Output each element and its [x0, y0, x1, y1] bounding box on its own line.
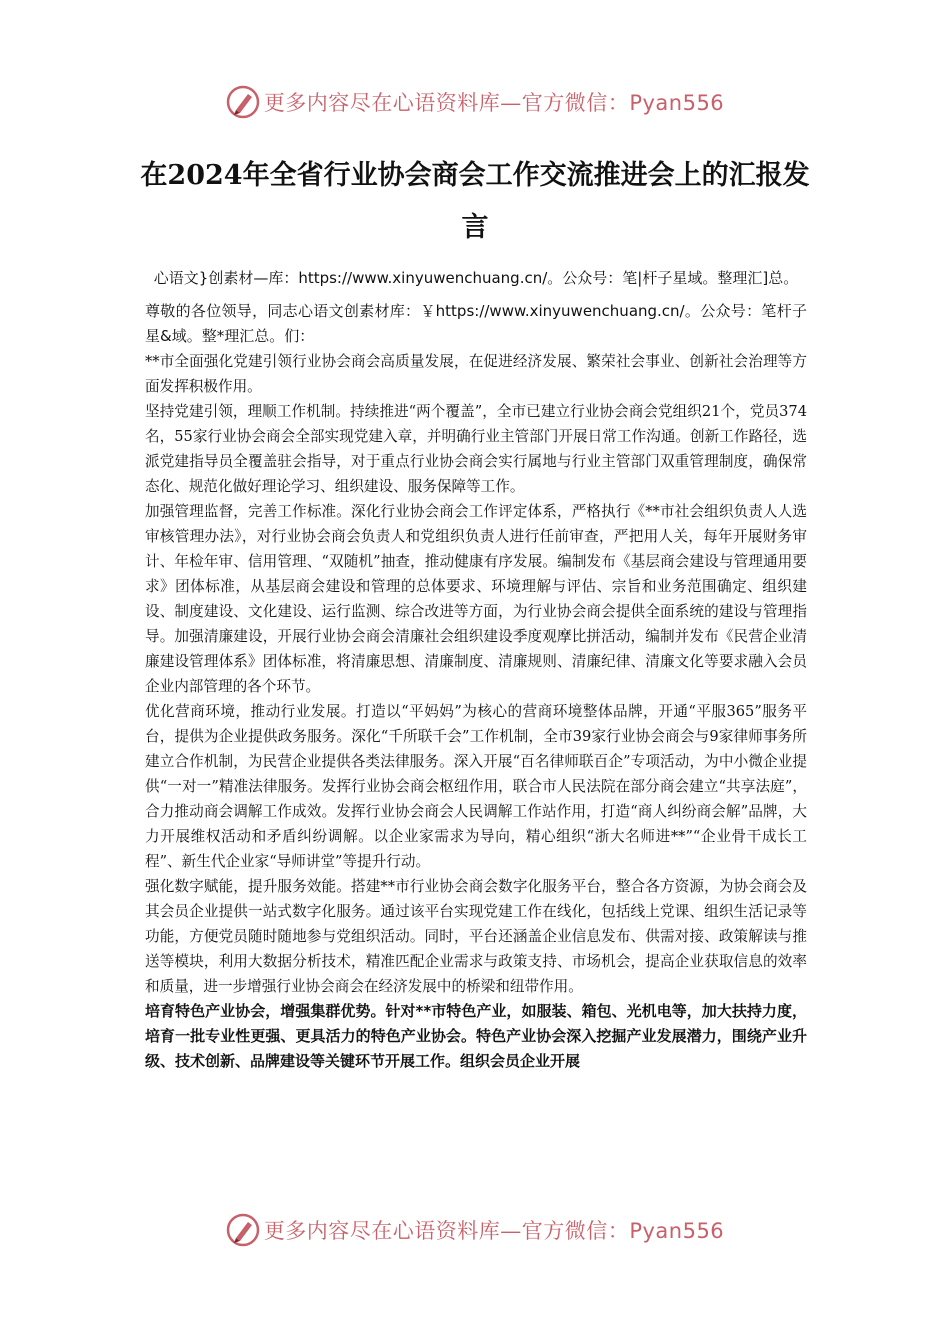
header-banner	[0, 82, 950, 122]
document-body	[145, 266, 807, 1074]
banner-text: 更多内容尽在心语资料库—官方微信：Pyan556	[263, 1219, 725, 1243]
source-note: 心语文}创素材—库：https://www.xinyuwenchuang.cn/。公众号：笔|杆子星域。整理汇]总。	[153, 269, 799, 287]
banner-account: Pyan556	[629, 1219, 725, 1243]
pen-logo-icon	[226, 85, 260, 119]
page-title: 在2024年全省行业协会商会工作交流推进会上的汇报发言	[140, 160, 810, 243]
salutation: 尊敬的各位领导，同志心语文创素材库：￥https://www.xinyuwenchuang.cn/。公众号：笔杆子星&域。整*理汇总。们：	[145, 302, 807, 345]
banner-account: Pyan556	[629, 91, 725, 115]
banner-text: 更多内容尽在心语资料库—官方微信：Pyan556	[263, 91, 725, 115]
paragraph-management: 加强管理监督，完善工作标准。深化行业协会商会工作评定体系，严格执行《**市社会组织负责人人选审核管理办法》，对行业协会商会负责人和党组织负责人进行任前审查，严把用人关，每年开展财务审计、年检年审、信用管理、“双随机”抽查，推动健康有序发展。编制发布《基层商会建设与管理通用要求》团体标准，从基层商会建设和管理的总体要求、环境理解与评估、宗旨和业务范围确定、组织建设、制度建设、文化建设、运行监测、综合改进等方面，为行业协会商会提供全面系统的建设与管理指导。加强清廉建设，开展行业协会商会清廉社会组织建设季度观摩比拼活动，编制并发布《民营企业清廉建设管理体系》团体标准，将清廉思想、清廉制度、清廉规则、清廉纪律、清廉文化等要求融入会员企业内部管理的各个环节。	[145, 503, 807, 695]
footer-banner	[0, 1210, 950, 1250]
paragraph-industry-associations: 培育特色产业协会，增强集群优势。针对**市特色产业，如服装、箱包、光机电等，加大扶持力度，培育一批专业性更强、更具活力的特色产业协会。特色产业协会深入挖掘产业发展潜力，围绕产业升级、技术创新、品牌建设等关键环节开展工作。组织会员企业开展	[145, 1002, 807, 1070]
paragraph-business-environment: 优化营商环境，推动行业发展。打造以“平妈妈”为核心的营商环境整体品牌，开通“平服365”服务平台，提供为企业提供政务服务。深化“千所联千会”工作机制，全市39家行业协会商会与9家律师事务所建立合作机制，为民营企业提供各类法律服务。深入开展“百名律师联百企”专项活动，为中小微企业提供“一对一”精准法律服务。发挥行业协会商会枢纽作用，联合市人民法院在部分商会建立“共享法庭”，合力推动商会调解工作成效。发挥行业协会商会人民调解工作站作用，打造“商人纠纷商会解”品牌，大力开展维权活动和矛盾纠纷调解。以企业家需求为导向，精心组织“浙大名师进**”“企业骨干成长工程”、新生代企业家“导师讲堂”等提升行动。	[145, 703, 807, 870]
intro-paragraph: **市全面强化党建引领行业协会商会高质量发展，在促进经济发展、繁荣社会事业、创新社会治理等方面发挥积极作用。	[145, 353, 807, 395]
paragraph-party-building: 坚持党建引领，理顺工作机制。持续推进“两个覆盖”，全市已建立行业协会商会党组织21个，党员374名，55家行业协会商会全部实现党建入章，并明确行业主管部门开展日常工作沟通。创新工作路径，选派党建指导员全覆盖驻会指导，对于重点行业协会商会实行属地与行业主管部门双重管理制度，确保常态化、规范化做好理论学习、组织建设、服务保障等工作。	[145, 403, 807, 495]
paragraph-digital: 强化数字赋能，提升服务效能。搭建**市行业协会商会数字化服务平台，整合各方资源，为协会商会及其会员企业提供一站式数字化服务。通过该平台实现党建工作在线化，包括线上党课、组织生活记录等功能，方便党员随时随地参与党组织活动。同时，平台还涵盖企业信息发布、供需对接、政策解读与推送等模块，利用大数据分析技术，精准匹配企业需求与政策支持、市场机会，提高企业获取信息的效率和质量，进一步增强行业协会商会在经济发展中的桥梁和纽带作用。	[145, 878, 807, 995]
pen-logo-icon	[226, 1213, 260, 1247]
